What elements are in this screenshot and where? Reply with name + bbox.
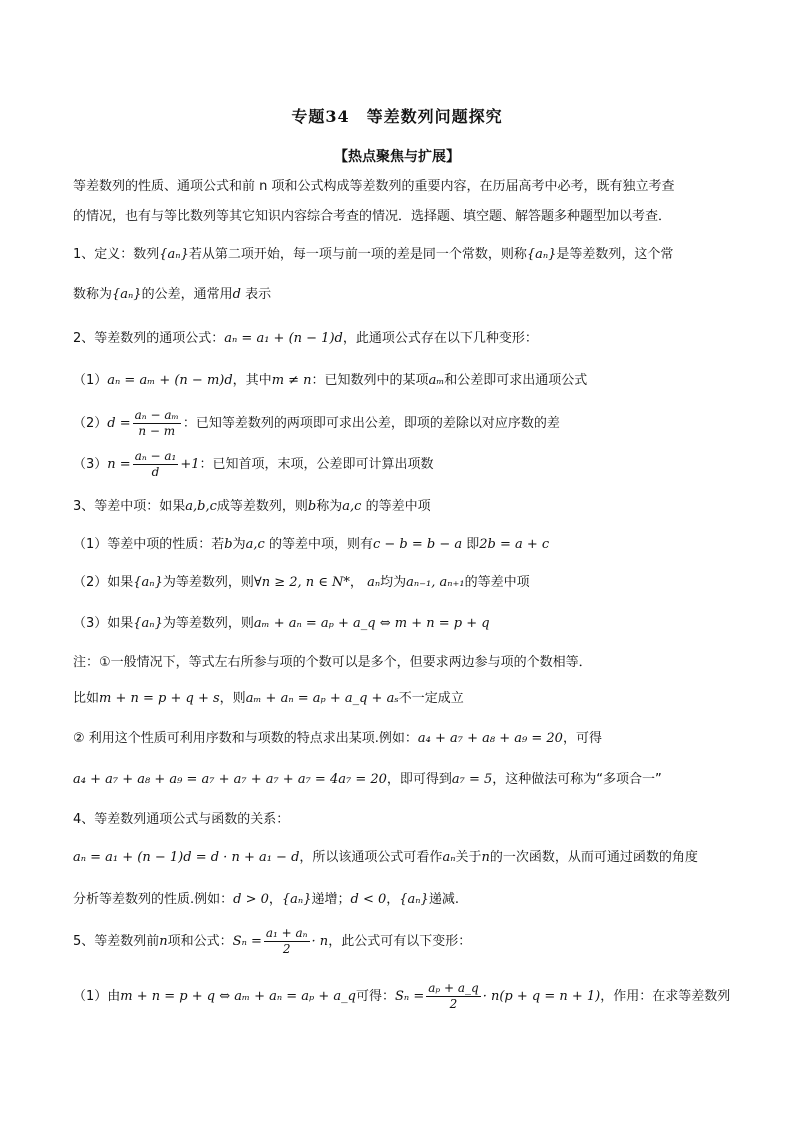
text: 1、定义：数列 — [73, 247, 160, 262]
arithmetic-mean-line — [73, 497, 431, 517]
formula: · n(p + q = n + 1) — [482, 989, 601, 1004]
formula: d > 0 — [233, 892, 269, 907]
text: （1） — [73, 373, 108, 388]
formula: c − b = b − a — [372, 537, 463, 552]
text: ，作用：在求等差数列 — [600, 989, 731, 1004]
formula: aₘ + aₙ = aₚ + a_q + aₛ — [245, 691, 399, 706]
text: 数称为 — [73, 287, 113, 302]
numerator: aₙ − a₁ — [134, 449, 177, 463]
mean-property-2 — [73, 573, 530, 593]
text: 的等差中项 — [365, 499, 431, 514]
text: 和公差即可求出通项公式 — [444, 373, 588, 388]
function-relation-line-2 — [73, 890, 459, 910]
formula: aₙ₋₁, aₙ₊₁ — [406, 575, 465, 590]
text: ，此通项公式存在以下几种变形： — [342, 331, 538, 346]
denominator: 2 — [282, 942, 291, 956]
function-relation-line-1 — [73, 848, 698, 868]
formula: n — [159, 934, 168, 949]
formula: Sₙ = — [232, 934, 262, 949]
formula: aₘ — [428, 373, 445, 388]
note-line-1: 注：①一般情况下，等式左右所参与项的个数可以是多个，但要求两边参与项的个数相等． — [73, 655, 592, 670]
sum-variant-1 — [73, 980, 730, 1014]
numerator: aₚ + a_q — [428, 981, 479, 995]
text: 的等差中项，则有 — [268, 537, 373, 552]
text: 的公差，通常用 — [141, 287, 233, 302]
note-line-2 — [73, 689, 464, 709]
formula: aₙ = a₁ + (n − 1)d = d · n + a₁ − d — [73, 850, 300, 865]
text: 不一定成立 — [398, 691, 464, 706]
formula: {aₙ} — [526, 247, 557, 262]
note-line-3 — [73, 729, 602, 749]
text: 项和公式： — [167, 934, 233, 949]
formula: b — [307, 499, 317, 514]
text: （2）如果 — [73, 575, 134, 590]
text: 的一次函数，从而可通过函数的角度 — [489, 850, 698, 865]
text: 成等差数列，则 — [216, 499, 308, 514]
text: ， — [386, 892, 400, 907]
text: （2） — [73, 416, 108, 431]
text: 比如 — [73, 691, 100, 706]
formula: a,c — [245, 537, 265, 552]
fraction — [133, 408, 181, 439]
denominator: d — [151, 465, 160, 479]
text: ，则 — [219, 691, 246, 706]
formula: n = — [107, 457, 131, 472]
text: 称为 — [316, 499, 343, 514]
text: 分析等差数列的性质.例如： — [73, 892, 234, 907]
formula: +1 — [180, 457, 200, 472]
formula: {aₙ} — [281, 892, 312, 907]
sum-formula-line — [73, 925, 471, 959]
fraction — [133, 449, 179, 480]
variant-1 — [73, 371, 587, 391]
intro-line-2: 的情况，也有与等比数列等其它知识内容综合考查的情况．选择题、填空题、解答题多种题型加以考查． — [73, 209, 672, 224]
text: ， — [268, 892, 282, 907]
formula: {aₙ} — [159, 247, 189, 262]
text: 的等差中项 — [464, 575, 530, 590]
note-line-4 — [73, 770, 662, 790]
formula: 2b = a + c — [479, 537, 550, 552]
denominator: 2 — [449, 997, 458, 1011]
text: 均为 — [380, 575, 407, 590]
formula: aₙ — [367, 575, 381, 590]
formula: a,c — [342, 499, 362, 514]
formula: d — [232, 287, 241, 302]
function-relation-heading: 4、等差数列通项公式与函数的关系： — [73, 812, 290, 827]
text: ， — [349, 575, 363, 590]
text: （1）由 — [73, 989, 121, 1004]
text: 表示 — [245, 287, 272, 302]
formula: ∀n ≥ 2, n ∈ N* — [253, 575, 350, 590]
formula: aₘ + aₙ = aₚ + a_q ⇔ m + n = p + q — [253, 616, 490, 631]
text: 关于 — [455, 850, 482, 865]
general-term-line — [73, 329, 538, 349]
text: ，此公式可有以下变形： — [328, 934, 472, 949]
formula: {aₙ} — [399, 892, 429, 907]
text: ，其中 — [232, 373, 272, 388]
formula: {aₙ} — [133, 575, 163, 590]
formula: a₄ + a₇ + a₈ + a₉ = 20 — [417, 731, 563, 746]
formula: m + n = p + q + s — [99, 691, 220, 706]
text: 是等差数列，这个常 — [556, 247, 674, 262]
definition-line-1 — [73, 245, 673, 265]
variant-2 — [73, 407, 560, 441]
text: 2、等差数列的通项公式： — [73, 331, 225, 346]
mean-property-1 — [73, 535, 549, 555]
formula: m + n = p + q ⇔ aₘ + aₙ = aₚ + a_q — [120, 989, 356, 1004]
formula: aₙ = a₁ + (n − 1)d — [224, 331, 343, 346]
numerator: a₁ + aₙ — [265, 926, 308, 940]
text: （3）如果 — [73, 616, 134, 631]
text: 3、等差中项：如果 — [73, 499, 186, 514]
text: ：已知数列中的某项 — [311, 373, 429, 388]
formula: Sₙ = — [395, 989, 425, 1004]
variant-3 — [73, 448, 434, 482]
text: 递增； — [311, 892, 351, 907]
formula: · n — [311, 934, 329, 949]
formula: m ≠ n — [271, 373, 312, 388]
fraction — [426, 981, 480, 1012]
text: ，即可得到 — [386, 772, 452, 787]
text: （1）等差中项的性质：若 — [73, 537, 225, 552]
text: ，所以该通项公式可看作 — [299, 850, 443, 865]
formula: aₙ — [442, 850, 456, 865]
text: 可得： — [356, 989, 396, 1004]
formula: n — [481, 850, 490, 865]
denominator: n − m — [138, 424, 176, 438]
text: 即 — [466, 537, 480, 552]
text: ：已知首项，末项，公差即可计算出项数 — [199, 457, 434, 472]
text: ，这种做法可称为“多项合一” — [492, 772, 662, 787]
formula: {aₙ} — [133, 616, 163, 631]
formula: b — [224, 537, 233, 552]
text: 为等差数列，则 — [162, 575, 254, 590]
text: 为等差数列，则 — [162, 616, 254, 631]
text: 5、等差数列前 — [73, 934, 160, 949]
text: （3） — [73, 457, 108, 472]
formula: d < 0 — [350, 892, 387, 907]
text: 递减. — [428, 892, 459, 907]
formula: a₇ = 5 — [451, 772, 493, 787]
mean-property-3 — [73, 614, 490, 634]
fraction — [264, 926, 310, 957]
section-heading: 【热点聚焦与扩展】 — [334, 149, 460, 165]
text: ：已知等差数列的两项即可求出公差，即项的差除以对应序数的差 — [182, 416, 560, 431]
formula: a₄ + a₇ + a₈ + a₉ = a₇ + a₇ + a₇ + a₇ = 4a₇ = 20 — [73, 772, 387, 787]
text: ② 利用这个性质可利用序数和与项数的特点求出某项.例如： — [73, 731, 418, 746]
definition-line-2 — [73, 285, 271, 305]
text: ，可得 — [562, 731, 602, 746]
intro-line-1: 等差数列的性质、通项公式和前 n 项和公式构成等差数列的重要内容，在历届高考中必考，既有独立考查 — [73, 179, 675, 194]
numerator: aₙ − aₘ — [134, 408, 179, 422]
page-title: 专题34 等差数列问题探究 — [291, 107, 503, 126]
formula: a,b,c — [185, 499, 217, 514]
text: 若从第二项开始，每一项与前一项的差是同一个常数，则称 — [188, 247, 527, 262]
text: 为 — [232, 537, 246, 552]
formula: aₙ = aₘ + (n − m)d — [107, 373, 233, 388]
formula: d = — [107, 416, 131, 431]
formula: {aₙ} — [112, 287, 142, 302]
